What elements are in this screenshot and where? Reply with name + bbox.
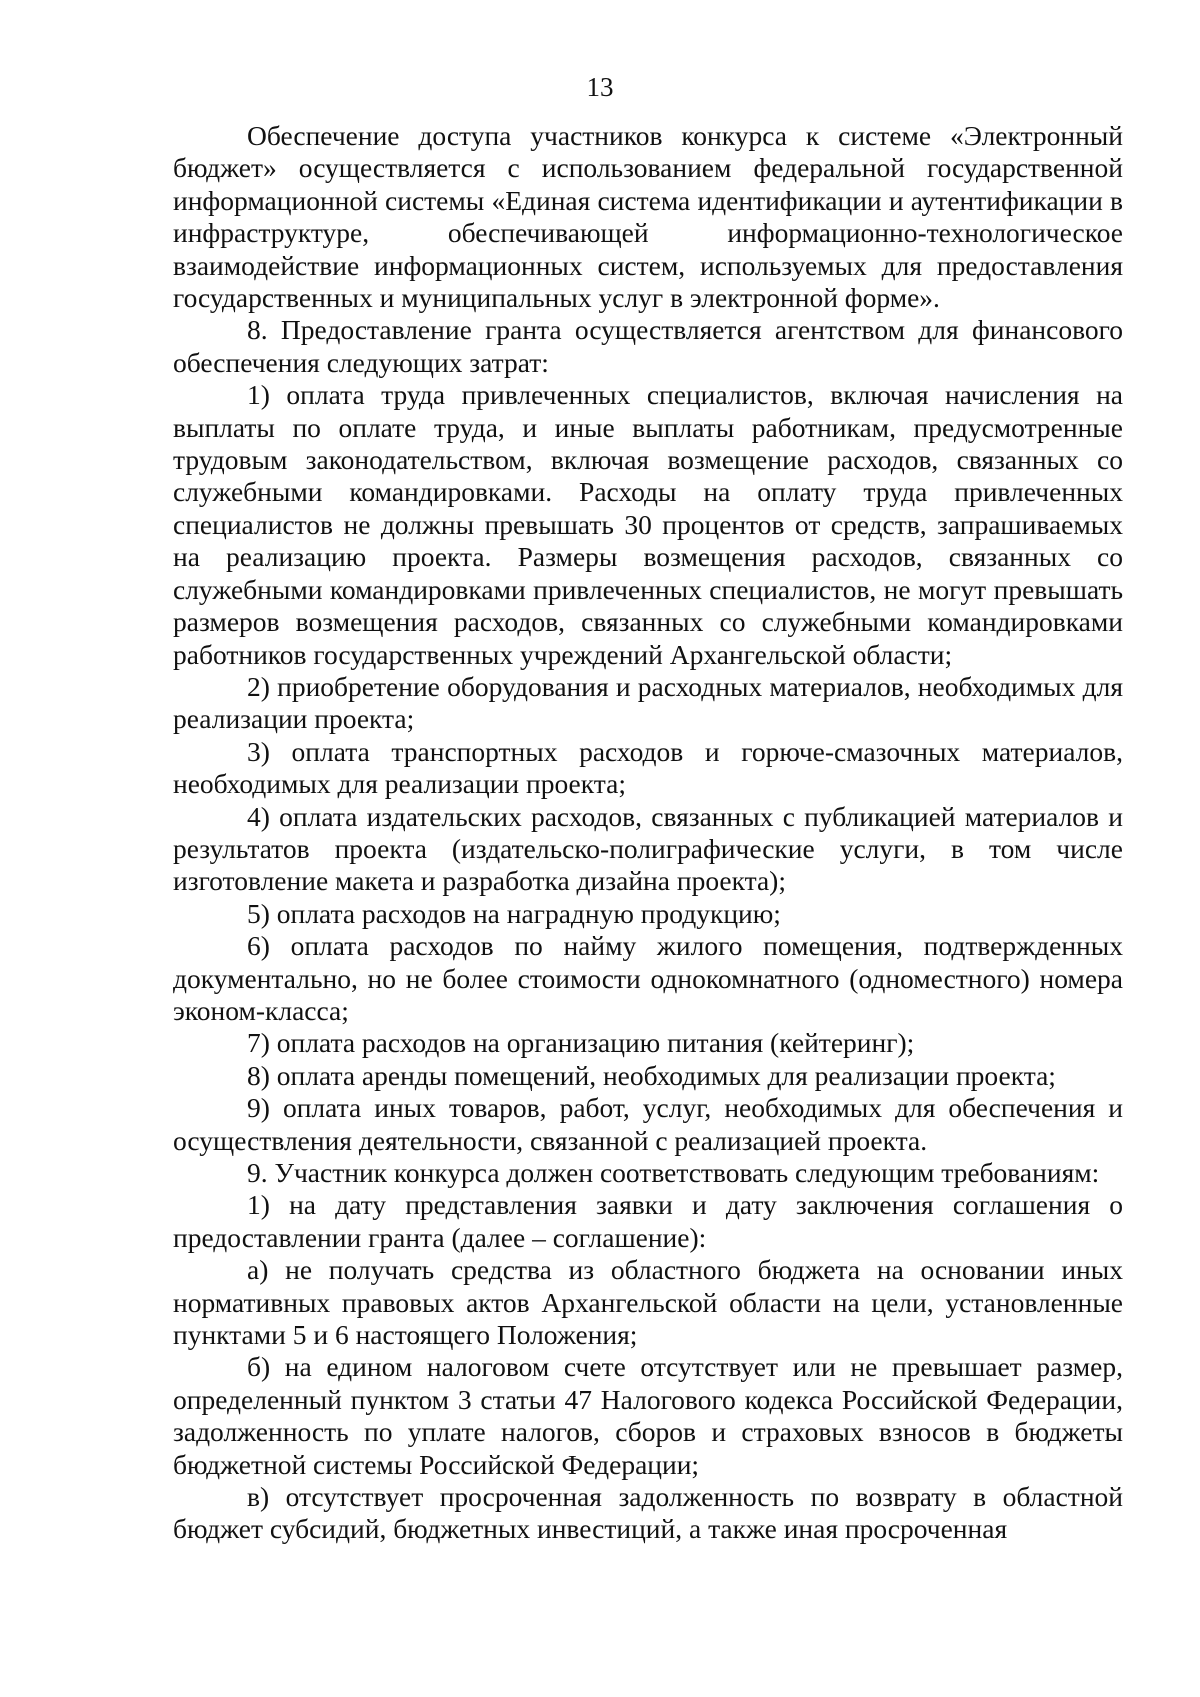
- list-item-8-6: 6) оплата расходов по найму жилого помещения, подтвержденных документально, но не более стоимости однокомнатного (одноместного) номера эконом-класса;: [173, 930, 1123, 1026]
- page-number: 13: [586, 72, 614, 102]
- list-item-8-9: 9) оплата иных товаров, работ, услуг, необходимых для обеспечения и осуществления деятельности, связанной с реализацией проекта.: [173, 1092, 1123, 1156]
- list-item-9-1-v: в) отсутствует просроченная задолженность по возврату в областной бюджет субсидий, бюджетных инвестиций, а также иная просроченная: [173, 1481, 1123, 1545]
- list-item-8-8: 8) оплата аренды помещений, необходимых для реализации проекта;: [247, 1059, 1056, 1091]
- list-item-9-1-b: б) на едином налоговом счете отсутствует или не превышает размер, определенный пунктом 3 статьи 47 Налогового кодекса Российской Федерации, задолженность по уплате налогов, сборов и страховых взносов в бюджеты бюджетной системы Российской Федерации;: [173, 1351, 1123, 1480]
- list-item-8-1: 1) оплата труда привлеченных специалистов, включая начисления на выплаты по оплате труда, и иные выплаты работникам, предусмотренные трудовым законодательством, включая возмещение расходов, связанных со служебными командировками. Расходы на оплату труда привлеченных специалистов не должны превышать 30 процентов от средств, запрашиваемых на реализацию проекта. Размеры возмещения расходов, связанных со служебными командировками привлеченных специалистов, не могут превышать размеров возмещения расходов, связанных со служебными командировками работников государственных учреждений Архангельской области;: [173, 379, 1123, 670]
- list-item-8-5: 5) оплата расходов на наградную продукцию;: [247, 897, 781, 929]
- list-item-8-4: 4) оплата издательских расходов, связанных с публикацией материалов и результатов проекта (издательско-полиграфические услуги, в том числе изготовление макета и разработка дизайна проекта);: [173, 800, 1123, 897]
- paragraph-access-system: Обеспечение доступа участников конкурса к системе «Электронный бюджет» осуществляется с использованием федеральной государственной информационной системы «Единая система идентификации и аутентификации в инфраструктуре, обеспечивающей информационно-технологическое взаимодействие информационных систем, используемых для предоставления государственных и муниципальных услуг в электронной форме».: [173, 120, 1123, 314]
- list-item-9-1: 1) на дату представления заявки и дату заключения соглашения о предоставлении гранта (далее – соглашение):: [173, 1189, 1123, 1253]
- paragraph-8-grant-expenses: 8. Предоставление гранта осуществляется агентством для финансового обеспечения следующих затрат:: [173, 314, 1123, 378]
- paragraph-9-requirements: 9. Участник конкурса должен соответствовать следующим требованиям:: [247, 1157, 1100, 1188]
- list-item-9-1-a: а) не получать средства из областного бюджета на основании иных нормативных правовых актов Архангельской области на цели, установленные пунктами 5 и 6 настоящего Положения;: [173, 1254, 1123, 1351]
- list-item-8-7: 7) оплата расходов на организацию питания (кейтеринг);: [247, 1027, 915, 1059]
- document-body: [173, 120, 1123, 1546]
- list-item-8-3: 3) оплата транспортных расходов и горюче-смазочных материалов, необходимых для реализации проекта;: [173, 735, 1123, 800]
- list-item-8-2: 2) приобретение оборудования и расходных материалов, необходимых для реализации проекта;: [173, 670, 1123, 735]
